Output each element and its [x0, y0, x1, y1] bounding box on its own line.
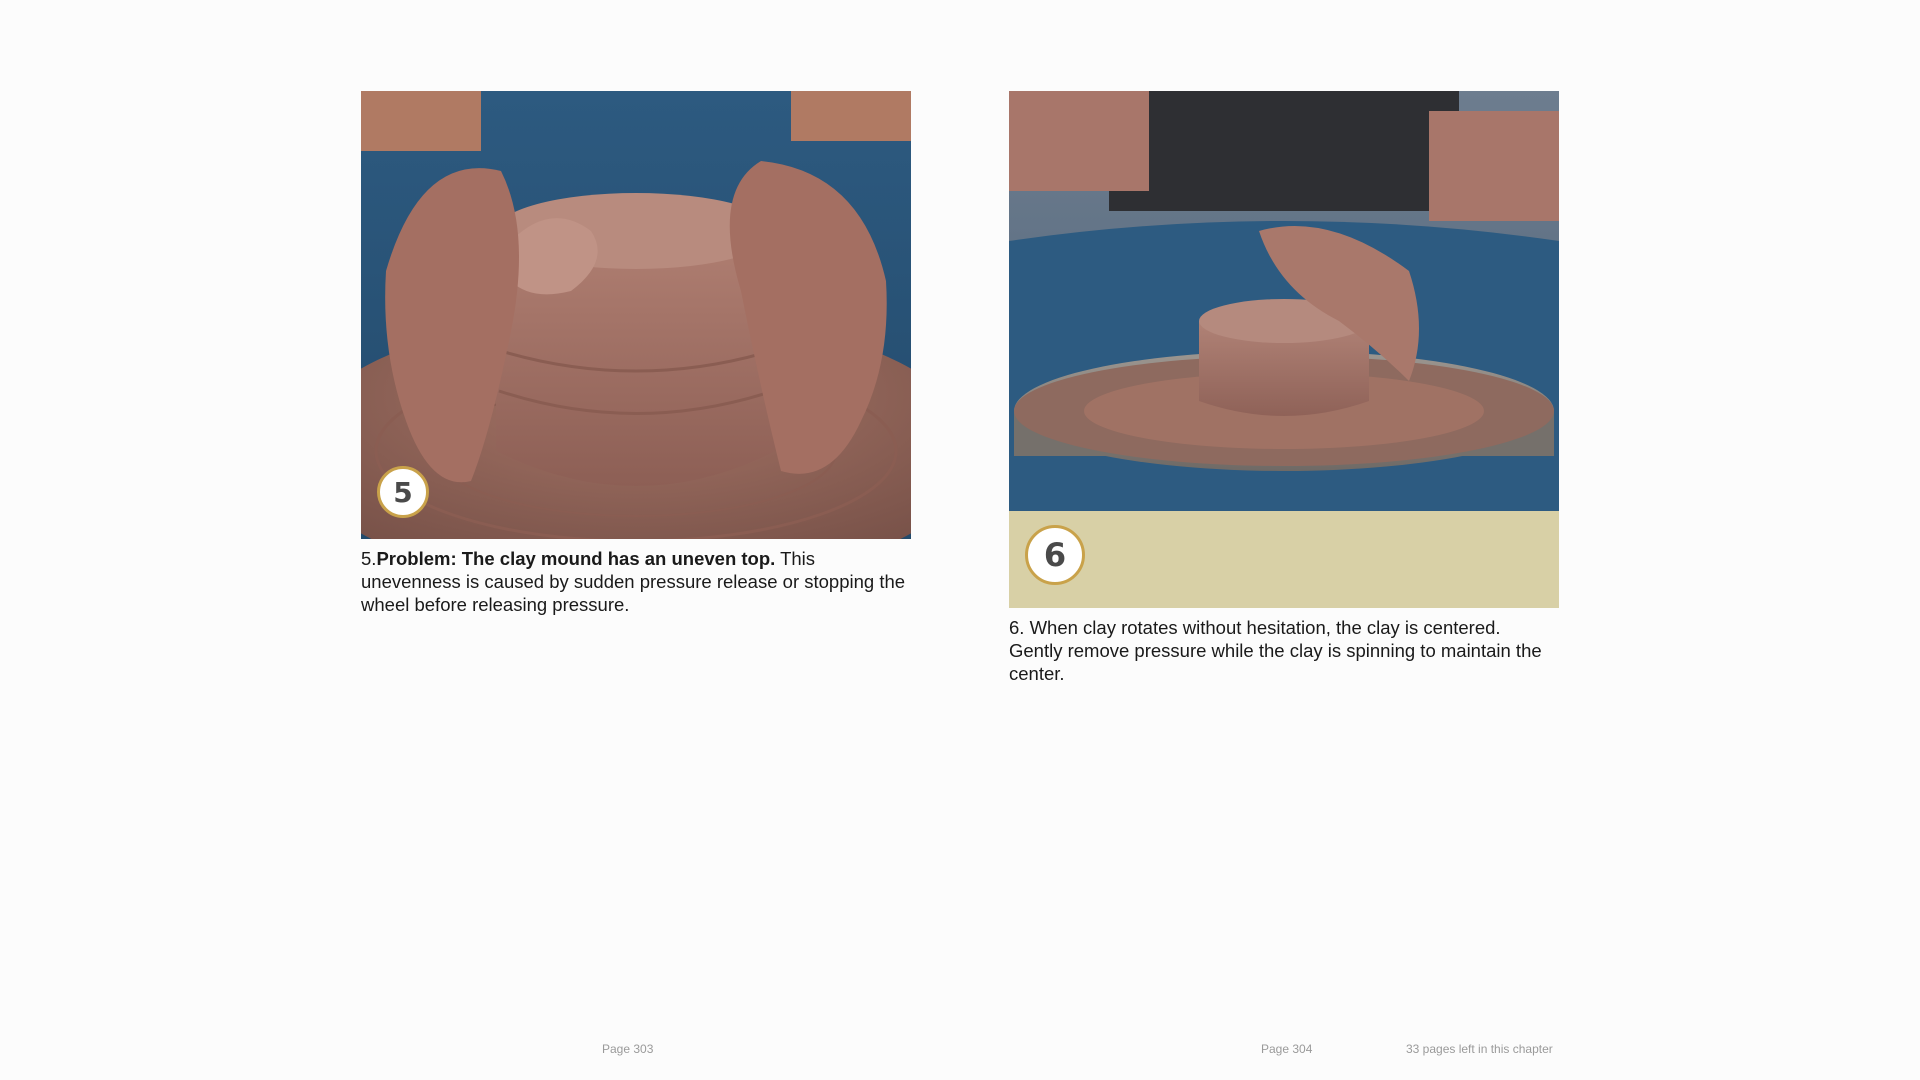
caption-step-5-number: 5. [361, 548, 377, 569]
photo-illustration-step-6 [1009, 91, 1559, 608]
caption-step-6 [1009, 616, 1559, 685]
caption-step-6-number: 6. [1009, 617, 1025, 638]
caption-step-5-heading: Problem: The clay mound has an uneven top. [376, 548, 776, 569]
chapter-pages-remaining: 33 pages left in this chapter [1406, 1042, 1553, 1056]
caption-step-5-text: This unevenness is caused by sudden pressure release or stopping the wheel before releasing pressure. [361, 548, 906, 615]
caption-step-6-text: When clay rotates without hesitation, the clay is centered. Gently remove pressure while the clay is spinning to maintain the center. [1009, 617, 1542, 684]
step-5-badge: 5 [377, 466, 429, 518]
page-304 [1009, 0, 1559, 685]
photo-illustration-step-5 [361, 91, 911, 539]
step-6-badge: 6 [1025, 525, 1085, 585]
page-number-304: Page 304 [1261, 1042, 1313, 1056]
pottery-photo-step-5 [361, 91, 911, 539]
caption-step-5 [361, 547, 911, 616]
page-303 [361, 0, 911, 616]
pottery-photo-step-6 [1009, 91, 1559, 608]
page-number-303: Page 303 [602, 1042, 654, 1056]
